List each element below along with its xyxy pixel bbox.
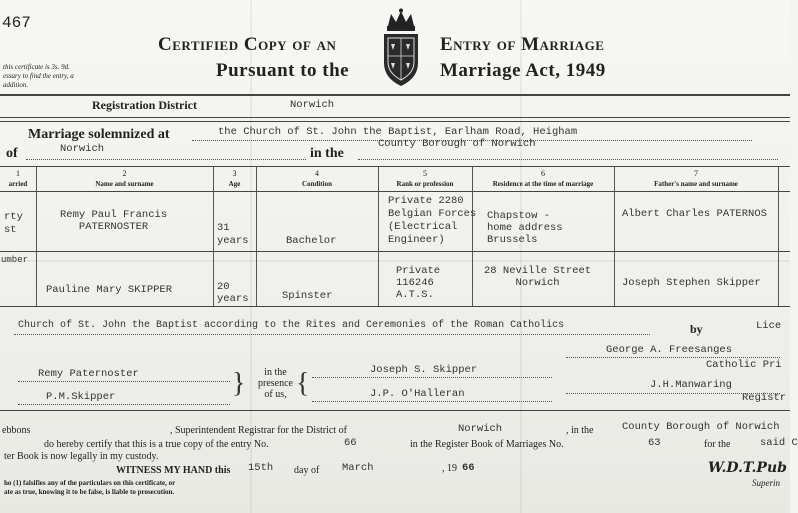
row1-father: Albert Charles PATERNOS bbox=[622, 208, 767, 220]
row2-condition: Spinster bbox=[282, 290, 333, 302]
column-number: 4 bbox=[315, 169, 319, 178]
row1-rank: Private 2280 Belgian Forces (Electrical Engineer) bbox=[388, 195, 477, 246]
table-border bbox=[0, 166, 790, 167]
by-value: Lice bbox=[756, 320, 782, 332]
title-right-line1: Entry of Marriage bbox=[440, 34, 605, 55]
day-value: 15th bbox=[248, 462, 274, 474]
presence-label: in the presence of us, bbox=[258, 367, 293, 400]
entry-number: 66 bbox=[344, 437, 357, 449]
dotted-line bbox=[358, 159, 778, 160]
county-value: County Borough of Norwich bbox=[622, 421, 780, 433]
year-value: 66 bbox=[462, 462, 475, 474]
row2-age: 20 years bbox=[217, 281, 249, 305]
registrar-name-partial: ebbons bbox=[2, 425, 31, 436]
by-label: by bbox=[690, 322, 703, 336]
officiant1-title: Catholic Pri bbox=[706, 359, 782, 371]
officiant1-signature: George A. Freesanges bbox=[606, 344, 733, 356]
district-value: Norwich bbox=[458, 423, 503, 435]
rule bbox=[0, 94, 790, 96]
registration-district-label: Registration District bbox=[92, 98, 197, 112]
in-the-value: County Borough of Norwich bbox=[378, 138, 536, 150]
solemnized-label: Marriage solemnized at bbox=[28, 127, 170, 142]
officiant2-signature: J.H.Manwaring bbox=[650, 379, 732, 391]
column-number: 3 bbox=[232, 169, 237, 178]
rule bbox=[0, 410, 790, 411]
column-number: 1 bbox=[16, 169, 20, 178]
bride-signature: P.M.Skipper bbox=[46, 391, 116, 403]
witness-hand-label: WITNESS MY HAND this bbox=[116, 465, 231, 476]
column-header: Name and surname bbox=[95, 180, 154, 188]
row-side-note: umber bbox=[1, 255, 29, 265]
brace-right: { bbox=[296, 368, 310, 399]
year-prefix: , 19 bbox=[442, 463, 457, 474]
dotted-line bbox=[312, 401, 552, 402]
month-value: March bbox=[342, 462, 374, 474]
addition-note: addition. bbox=[3, 81, 29, 89]
table-border bbox=[0, 191, 790, 192]
groom-signature: Remy Paternoster bbox=[38, 368, 139, 380]
column-divider bbox=[778, 166, 779, 306]
rule bbox=[0, 117, 790, 118]
row1-age: 31 years bbox=[217, 222, 249, 247]
dotted-line bbox=[566, 357, 780, 358]
fold-mark bbox=[0, 260, 790, 262]
brace-left: } bbox=[232, 368, 246, 399]
registration-district-value: Norwich bbox=[290, 99, 335, 111]
caution-line2: ate as true, knowing it to be false, is liable to prosecution. bbox=[4, 488, 175, 496]
book-number: 63 bbox=[648, 437, 661, 449]
column-number: 5 bbox=[423, 169, 427, 178]
column-header: arried bbox=[8, 180, 28, 188]
superintendent-title: Superin bbox=[752, 478, 780, 488]
registrar-signature: W.D.T.Pub bbox=[708, 460, 787, 476]
of-value: Norwich bbox=[60, 143, 105, 155]
title-right-line2: Marriage Act, 1949 bbox=[440, 60, 606, 81]
certificate-number: 467 bbox=[2, 14, 31, 32]
table-border bbox=[0, 306, 790, 307]
solemnized-value: the Church of St. John the Baptist, Earlham Road, Heigham bbox=[218, 126, 578, 138]
title-left-line1: Certified Copy of an bbox=[158, 34, 337, 55]
column-number: 6 bbox=[541, 169, 545, 178]
hereby-text: do hereby certify that this is a true copy of the entry No. bbox=[44, 439, 269, 450]
row2-rank: Private 116246 A.T.S. bbox=[396, 265, 441, 301]
dotted-line bbox=[18, 381, 230, 382]
officiant2-title: Registr bbox=[742, 392, 787, 404]
row1-name: Remy Paul Francis PATERNOSTER bbox=[60, 209, 168, 233]
caution-line1: ho (1) falsifies any of the particulars on this certificate, or bbox=[4, 479, 176, 487]
dotted-line bbox=[566, 393, 780, 394]
rule bbox=[0, 121, 790, 122]
row1-date: rty st bbox=[4, 211, 23, 236]
register-book-text: in the Register Book of Marriages No. bbox=[410, 439, 564, 450]
search-note: essary to find the entry, a bbox=[3, 72, 74, 80]
royal-crest-icon bbox=[376, 8, 426, 90]
of-label: of bbox=[6, 146, 18, 161]
book-legal-text: ter Book is now legally in my custody. bbox=[4, 451, 159, 462]
row1-residence: Chapstow - home address Brussels bbox=[487, 210, 563, 246]
row2-residence: 28 Neville Street Norwich bbox=[484, 265, 592, 289]
in-the-text: , in the bbox=[566, 425, 594, 436]
column-number: 2 bbox=[122, 169, 127, 178]
row2-name: Pauline Mary SKIPPER bbox=[46, 284, 173, 296]
row2-father: Joseph Stephen Skipper bbox=[622, 277, 761, 289]
in-the-label: in the bbox=[310, 146, 344, 161]
superintendent-text: , Superintendent Registrar for the District of bbox=[170, 425, 347, 436]
day-of-label: day of bbox=[294, 465, 320, 476]
said-text: said C bbox=[760, 437, 798, 449]
column-header: Residence at the time of marriage bbox=[492, 180, 594, 188]
married-in-text: Church of St. John the Baptist according to the Rites and Ceremonies of the Roman Catholics bbox=[18, 320, 565, 331]
dotted-line bbox=[18, 404, 230, 405]
fee-note: this certificate is 3s. 9d. bbox=[3, 63, 70, 71]
column-header: Age bbox=[228, 180, 241, 188]
column-header: Rank or profession bbox=[396, 180, 454, 188]
title-left-line2: Pursuant to the bbox=[216, 60, 350, 81]
row1-condition: Bachelor bbox=[286, 235, 337, 247]
column-header: Father's name and surname bbox=[654, 180, 738, 188]
witness2-signature: J.P. O'Halleran bbox=[370, 388, 465, 400]
witness1-signature: Joseph S. Skipper bbox=[370, 364, 478, 376]
for-the-text: for the bbox=[704, 439, 731, 450]
dotted-line bbox=[312, 377, 552, 378]
dotted-line bbox=[14, 334, 650, 335]
column-header: Condition bbox=[302, 180, 332, 188]
column-number: 7 bbox=[694, 169, 698, 178]
dotted-line bbox=[26, 159, 306, 160]
table-border bbox=[0, 251, 790, 252]
